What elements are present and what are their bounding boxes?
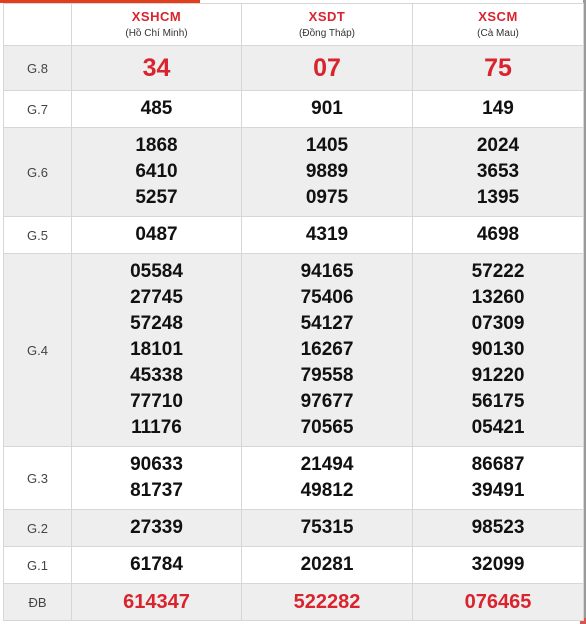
prize-number: 27339 xyxy=(130,517,183,538)
prize-number: 05584 xyxy=(130,261,183,282)
prize-number: 0975 xyxy=(305,187,349,208)
prize-cell xyxy=(242,584,413,621)
prize-label: G.6 xyxy=(4,128,72,217)
prize-cell xyxy=(72,584,242,621)
prize-cell xyxy=(72,91,242,128)
prize-number: 94165 xyxy=(300,261,354,282)
prize-number: 20281 xyxy=(300,554,354,575)
prize-number: 3653 xyxy=(476,161,520,182)
prize-number: 45338 xyxy=(130,365,183,386)
prize-number: 91220 xyxy=(471,365,525,386)
prize-number: 9889 xyxy=(305,161,349,182)
special-prize-number: 614347 xyxy=(123,591,190,613)
prize-cell xyxy=(413,254,584,447)
lottery-results-table xyxy=(3,3,584,621)
prize-cell xyxy=(242,91,413,128)
prize-label: G.5 xyxy=(4,217,72,254)
prize-row-g6 xyxy=(4,128,584,217)
prize-number: 75 xyxy=(484,54,512,82)
prize-label: G.2 xyxy=(4,510,72,547)
prize-number: 2024 xyxy=(476,135,520,156)
header-row xyxy=(4,4,584,46)
prize-cell xyxy=(413,217,584,254)
prize-number: 90130 xyxy=(471,339,525,360)
prize-number: 54127 xyxy=(300,313,354,334)
prize-number: 77710 xyxy=(130,391,183,412)
prize-number: 27745 xyxy=(130,287,183,308)
prize-cell xyxy=(242,46,413,91)
province-code[interactable]: XSCM xyxy=(478,8,518,24)
prize-number: 149 xyxy=(482,98,514,119)
prize-number: 16267 xyxy=(300,339,354,360)
prize-row-g2 xyxy=(4,510,584,547)
province-name: (Cà Mau) xyxy=(477,27,519,39)
prize-number: 34 xyxy=(142,54,171,82)
prize-number: 0487 xyxy=(135,224,178,245)
province-header-dt xyxy=(242,4,413,46)
prize-cell xyxy=(242,510,413,547)
special-prize-number: 522282 xyxy=(293,591,361,613)
prize-number: 5257 xyxy=(135,187,178,208)
prize-cell xyxy=(413,91,584,128)
prize-number: 18101 xyxy=(130,339,183,360)
prize-number: 32099 xyxy=(471,554,525,575)
prize-label: G.7 xyxy=(4,91,72,128)
prize-number: 97677 xyxy=(300,391,354,412)
prize-number: 75315 xyxy=(300,517,354,538)
prize-number: 61784 xyxy=(130,554,183,575)
prize-cell xyxy=(72,128,242,217)
prize-cell xyxy=(72,447,242,510)
prize-number: 39491 xyxy=(471,480,525,501)
prize-cell xyxy=(413,584,584,621)
prize-number: 21494 xyxy=(300,454,354,475)
prize-number: 1395 xyxy=(476,187,520,208)
prize-row-g5 xyxy=(4,217,584,254)
prize-number: 75406 xyxy=(300,287,354,308)
prize-number: 07 xyxy=(313,54,341,82)
prize-number: 1405 xyxy=(305,135,349,156)
header-corner-cell xyxy=(4,4,72,46)
prize-number: 57248 xyxy=(130,313,183,334)
prize-cell xyxy=(413,128,584,217)
province-code[interactable]: XSHCM xyxy=(131,8,182,24)
prize-cell xyxy=(413,447,584,510)
prize-cell xyxy=(72,254,242,447)
province-header-hcm xyxy=(72,4,242,46)
prize-number: 4698 xyxy=(476,224,520,245)
prize-cell xyxy=(242,128,413,217)
prize-number: 90633 xyxy=(130,454,183,475)
prize-cell xyxy=(72,547,242,584)
prize-number: 4319 xyxy=(305,224,349,245)
prize-cell xyxy=(413,46,584,91)
prize-row-g1 xyxy=(4,547,584,584)
prize-cell xyxy=(242,547,413,584)
prize-row-g7 xyxy=(4,91,584,128)
prize-cell xyxy=(72,510,242,547)
prize-row-g4 xyxy=(4,254,584,447)
prize-label: G.1 xyxy=(4,547,72,584)
prize-number: 13260 xyxy=(471,287,525,308)
prize-number: 70565 xyxy=(300,417,354,438)
province-name: (Hồ Chí Minh) xyxy=(125,27,188,39)
prize-label: G.3 xyxy=(4,447,72,510)
prize-number: 6410 xyxy=(135,161,178,182)
prize-number: 485 xyxy=(140,98,173,119)
prize-number: 98523 xyxy=(471,517,525,538)
province-header-cm xyxy=(413,4,584,46)
prize-number: 49812 xyxy=(300,480,354,501)
prize-label: G.8 xyxy=(4,46,72,91)
prize-number: 81737 xyxy=(130,480,183,501)
prize-cell xyxy=(242,217,413,254)
province-name: (Đồng Tháp) xyxy=(299,27,355,39)
prize-cell xyxy=(413,510,584,547)
prize-cell xyxy=(242,254,413,447)
prize-cell xyxy=(72,46,242,91)
prize-cell xyxy=(413,547,584,584)
prize-number: 901 xyxy=(311,98,343,119)
province-code[interactable]: XSDT xyxy=(308,8,346,24)
prize-label: ĐB xyxy=(4,584,72,621)
prize-cell xyxy=(72,217,242,254)
prize-number: 1868 xyxy=(135,135,178,156)
prize-number: 57222 xyxy=(471,261,525,282)
prize-number: 86687 xyxy=(471,454,525,475)
prize-number: 07309 xyxy=(471,313,525,334)
prize-cell xyxy=(242,447,413,510)
prize-number: 56175 xyxy=(471,391,525,412)
prize-label: G.4 xyxy=(4,254,72,447)
special-prize-number: 076465 xyxy=(464,591,532,613)
prize-row-g8 xyxy=(4,46,584,91)
prize-number: 79558 xyxy=(300,365,354,386)
prize-number: 05421 xyxy=(471,417,525,438)
prize-number: 11176 xyxy=(131,417,182,438)
prize-row-special xyxy=(4,584,584,621)
prize-row-g3 xyxy=(4,447,584,510)
